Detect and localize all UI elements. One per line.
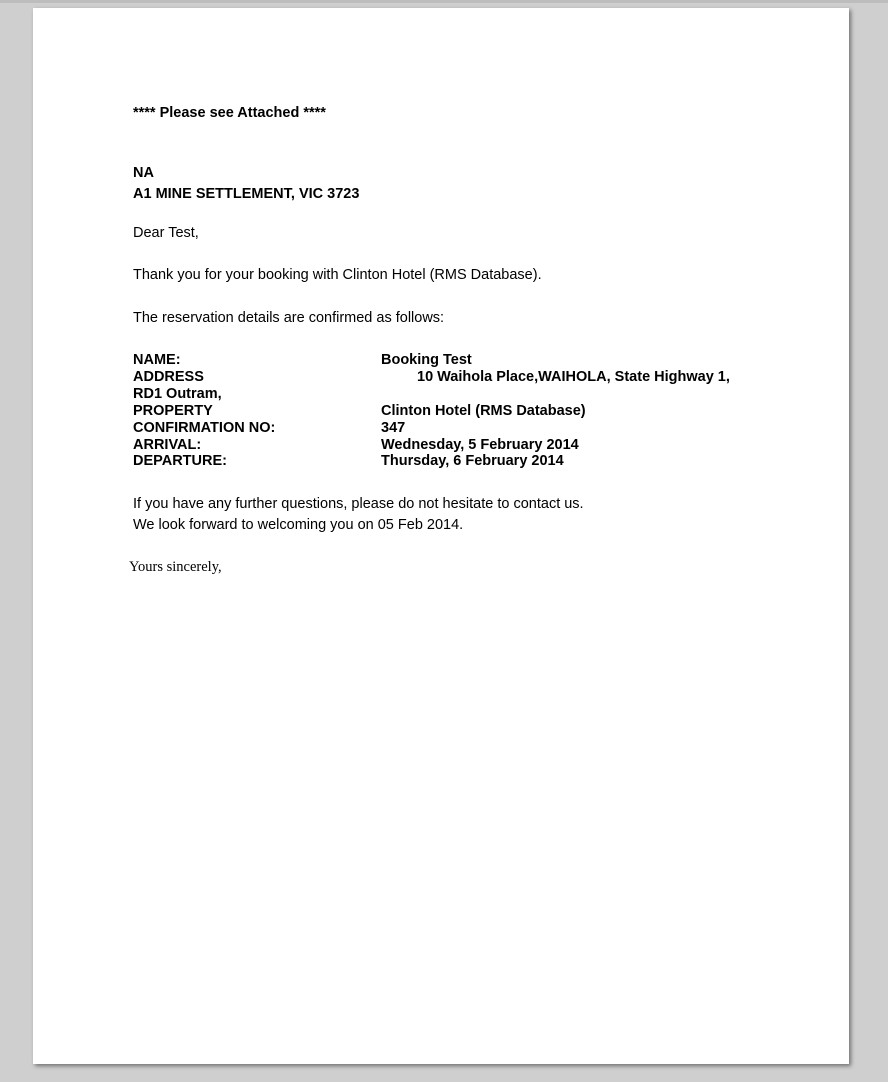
address-continuation: RD1 Outram, bbox=[133, 386, 222, 402]
details-intro: The reservation details are confirmed as follows: bbox=[133, 310, 445, 326]
property-value: Clinton Hotel (RMS Database) bbox=[381, 403, 586, 419]
welcome-line: We look forward to welcoming you on 05 Feb 2014. bbox=[133, 517, 464, 533]
salutation: Dear Test, bbox=[133, 225, 199, 241]
address-label: ADDRESS bbox=[133, 369, 204, 385]
closing-line: Yours sincerely, bbox=[129, 559, 222, 575]
document-page bbox=[33, 8, 849, 1064]
recipient-name: NA bbox=[133, 165, 154, 181]
questions-line: If you have any further questions, please do not hesitate to contact us. bbox=[133, 496, 584, 512]
attached-notice: **** Please see Attached **** bbox=[133, 105, 326, 121]
arrival-label: ARRIVAL: bbox=[133, 437, 202, 453]
recipient-address: A1 MINE SETTLEMENT, VIC 3723 bbox=[133, 186, 360, 202]
viewer-top-border bbox=[0, 0, 888, 3]
name-label: NAME: bbox=[133, 352, 181, 368]
thanks-line: Thank you for your booking with Clinton Hotel (RMS Database). bbox=[133, 267, 542, 283]
arrival-value: Wednesday, 5 February 2014 bbox=[381, 437, 579, 453]
confirmation-label: CONFIRMATION NO: bbox=[133, 420, 276, 436]
departure-label: DEPARTURE: bbox=[133, 453, 227, 469]
departure-value: Thursday, 6 February 2014 bbox=[381, 453, 564, 469]
name-value: Booking Test bbox=[381, 352, 472, 368]
confirmation-value: 347 bbox=[381, 420, 406, 436]
property-label: PROPERTY bbox=[133, 403, 213, 419]
address-value: 10 Waihola Place,WAIHOLA, State Highway 1, bbox=[417, 369, 730, 385]
